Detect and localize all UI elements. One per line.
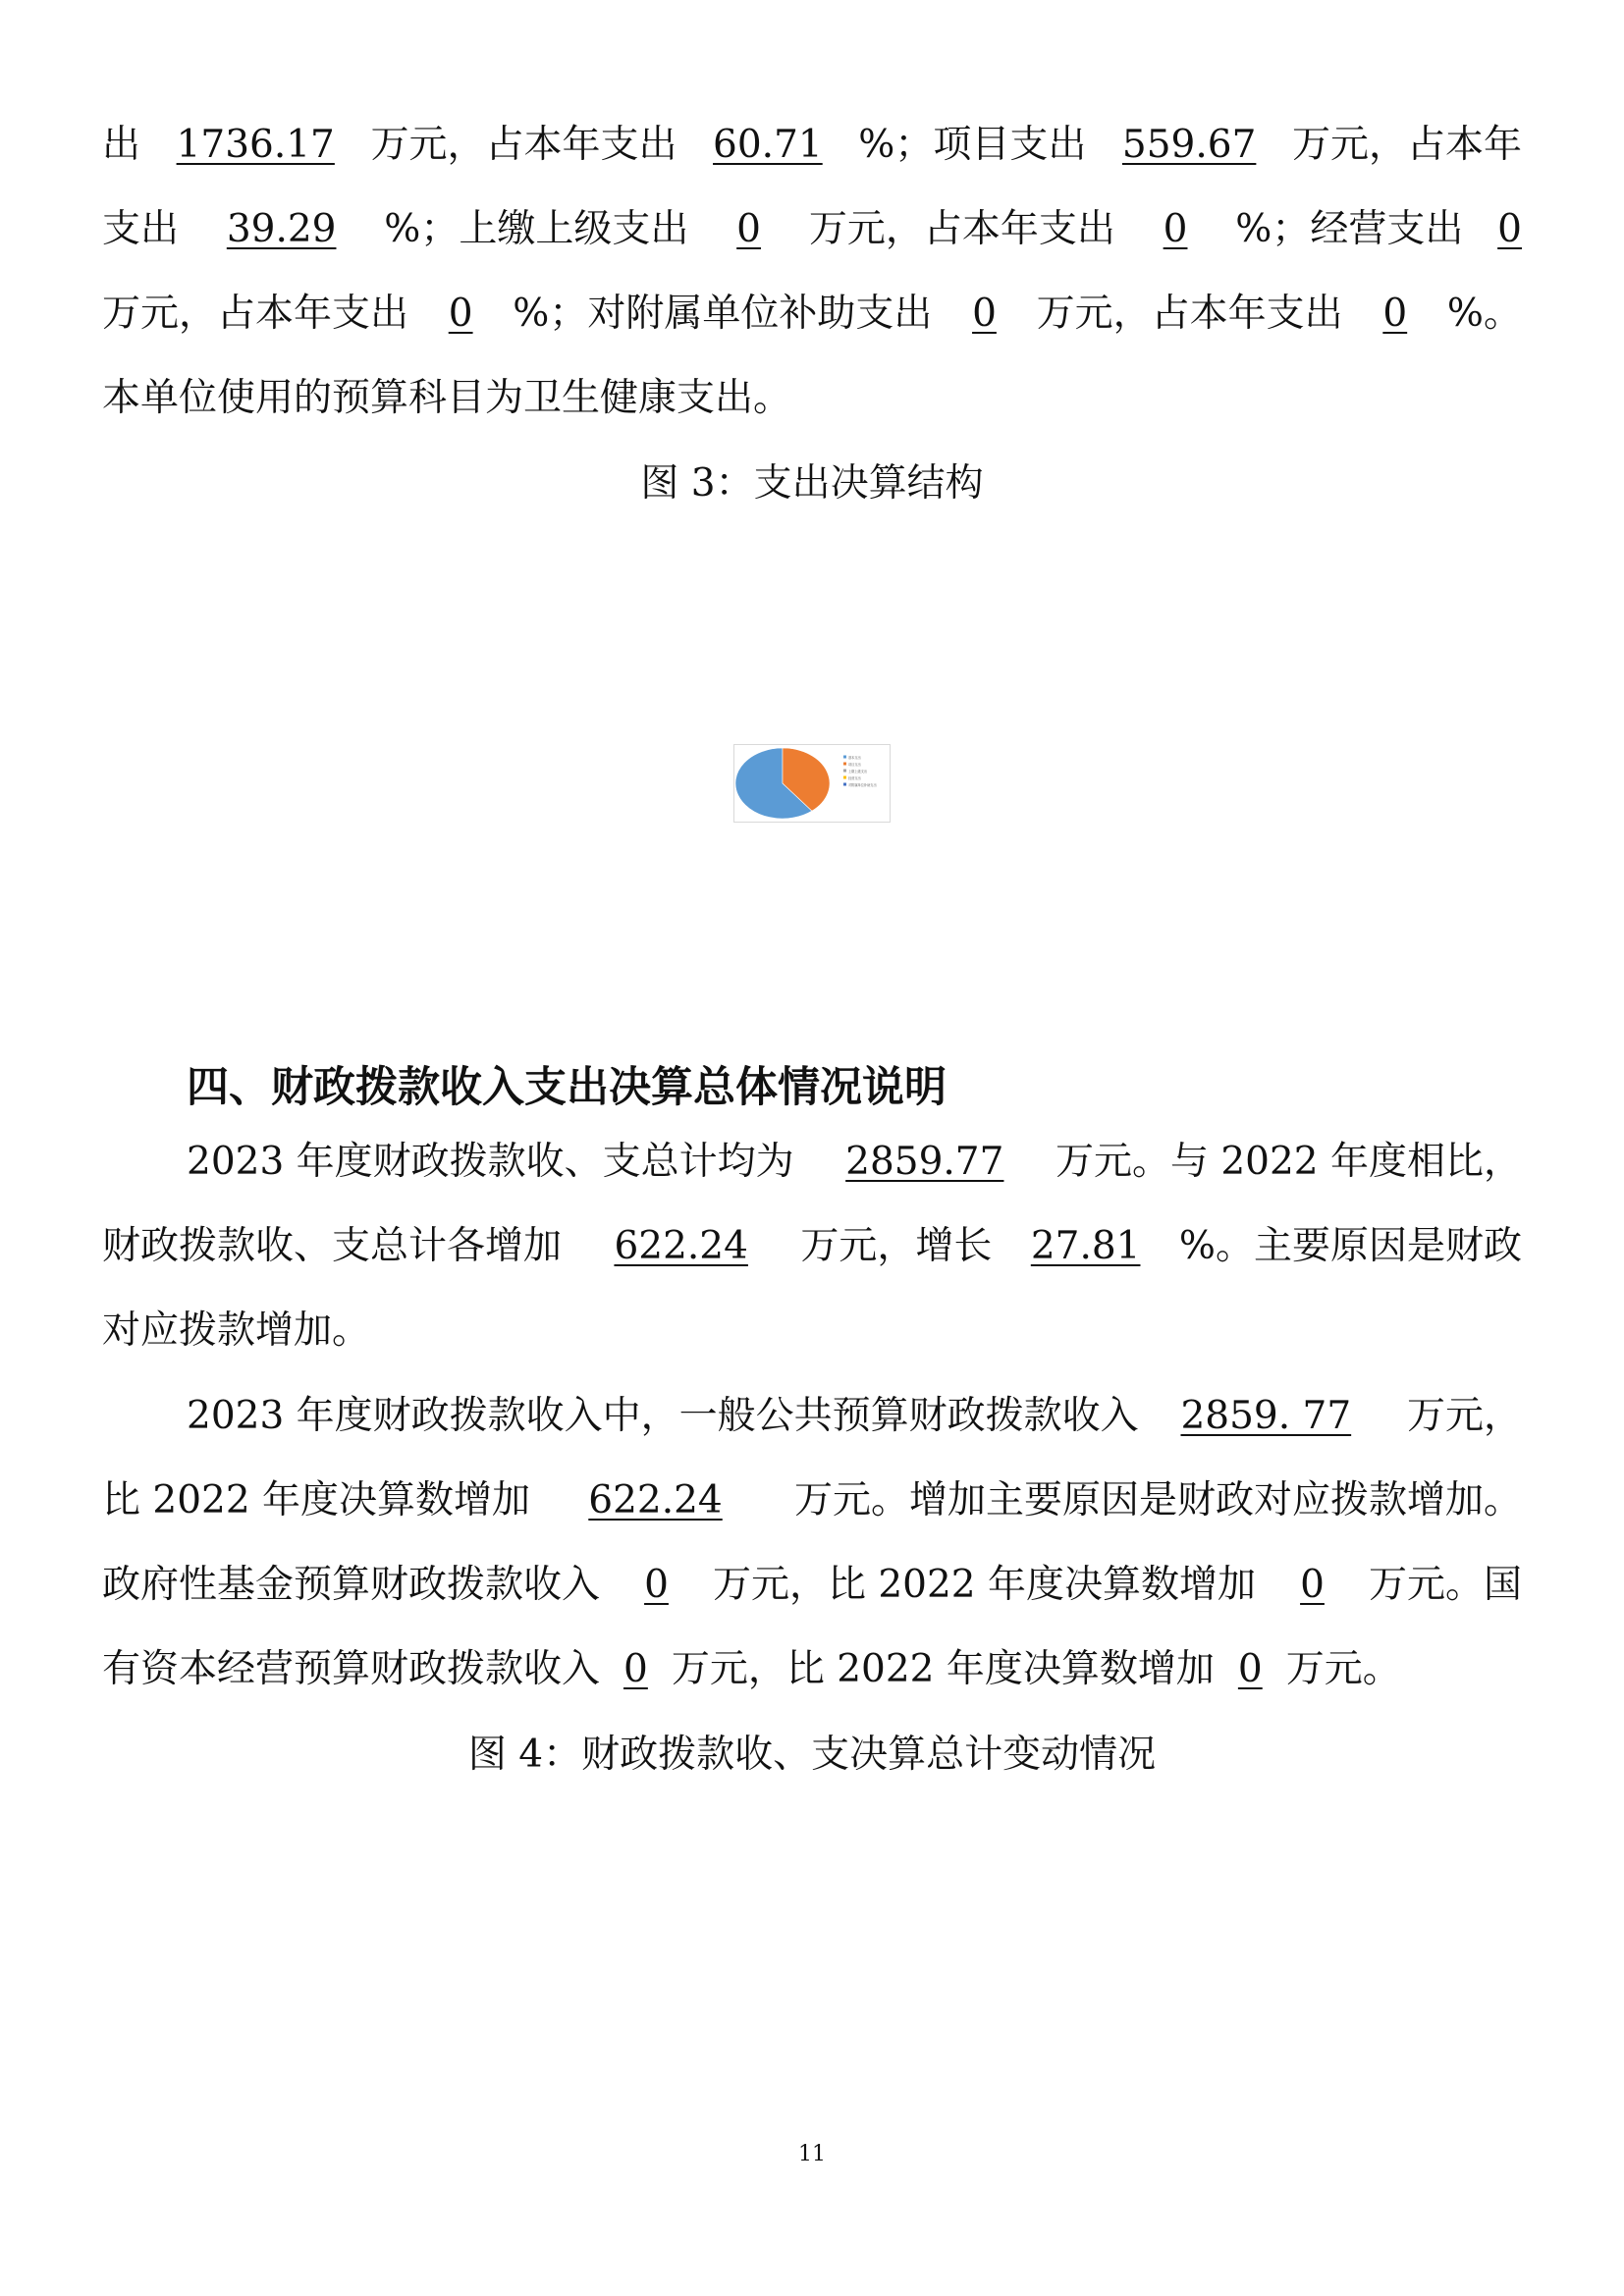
operating-expenditure-value: 0 <box>1497 207 1522 251</box>
project-expenditure-percent: 39.29 <box>226 207 337 251</box>
figure-4-caption: 图 4：财政拨款收、支决算总计变动情况 <box>467 1733 1157 1777</box>
gov-fund-value: 0 <box>644 1563 669 1607</box>
expenditure-structure-chart <box>733 744 891 823</box>
fiscal-total-value: 2859.77 <box>845 1140 1004 1184</box>
state-capital-increase: 0 <box>1237 1647 1263 1691</box>
legend-label-5: 对附属单位补助支出 <box>848 783 877 787</box>
paragraph-line: 本单位使用的预算科目为卫生健康支出。 <box>102 376 792 420</box>
legend-swatch-5 <box>843 783 846 786</box>
state-capital-value: 0 <box>623 1647 648 1691</box>
legend-swatch-1 <box>843 756 846 759</box>
legend-swatch-4 <box>843 776 846 779</box>
subsidiary-subsidy-value: 0 <box>972 292 997 336</box>
paragraph-line: 支出 39.29 %；上缴上级支出 0 万元，占本年支出 0 %；经营支出 0 <box>102 207 1522 251</box>
paragraph-line: 比 2022 年度决算数增加 622.24 万元。增加主要原因是财政对应拨款增加。 <box>102 1478 1522 1522</box>
general-budget-value: 2859. 77 <box>1180 1394 1352 1438</box>
operating-expenditure-percent: 0 <box>448 292 473 336</box>
basic-expenditure-value: 1736.17 <box>176 123 335 167</box>
legend-label-1: 基本支出 <box>848 756 861 760</box>
section-heading: 四、财政拨款收入支出决算总体情况说明 <box>187 1063 947 1112</box>
legend-swatch-3 <box>843 770 846 773</box>
pie-slices <box>735 748 830 819</box>
page-number: 11 <box>798 2142 826 2166</box>
legend-label-4: 经营支出 <box>848 776 861 780</box>
remit-superior-value: 0 <box>736 207 761 251</box>
project-expenditure-value: 559.67 <box>1121 123 1257 167</box>
legend-label-2: 项目支出 <box>848 763 861 767</box>
fiscal-growth-percent: 27.81 <box>1030 1224 1141 1268</box>
basic-expenditure-percent: 60.71 <box>713 123 823 167</box>
legend-label-3: 上缴上级支出 <box>848 770 868 774</box>
paragraph-line: 财政拨款收、支总计各增加 622.24 万元，增长 27.81 %。主要原因是财政 <box>102 1224 1522 1268</box>
fiscal-increase-value: 622.24 <box>614 1224 748 1268</box>
paragraph-line: 有资本经营预算财政拨款收入 0 万元，比 2022 年度决算数增加 0 万元。 <box>102 1647 1401 1691</box>
paragraph-line: 政府性基金预算财政拨款收入 0 万元，比 2022 年度决算数增加 0 万元。国 <box>102 1563 1522 1607</box>
subsidiary-subsidy-percent: 0 <box>1382 292 1408 336</box>
legend-swatch-2 <box>843 763 846 766</box>
paragraph-line: 万元，占本年支出 0 %；对附属单位补助支出 0 万元，占本年支出 0 %。 <box>102 292 1522 336</box>
general-budget-increase: 622.24 <box>588 1478 723 1522</box>
paragraph-line: 2023 年度财政拨款收、支总计均为 2859.77 万元。与 2022 年度相比， <box>187 1140 1522 1184</box>
paragraph-line: 2023 年度财政拨款收入中，一般公共预算财政拨款收入 2859. 77 万元， <box>187 1394 1522 1438</box>
paragraph-line: 对应拨款增加。 <box>102 1308 371 1353</box>
paragraph-line: 出 1736.17 万元，占本年支出 60.71 %；项目支出 559.67 万元，占本年 <box>102 123 1522 167</box>
figure-3-caption: 图 3：支出决算结构 <box>640 461 984 506</box>
remit-superior-percent: 0 <box>1163 207 1188 251</box>
gov-fund-increase: 0 <box>1300 1563 1325 1607</box>
